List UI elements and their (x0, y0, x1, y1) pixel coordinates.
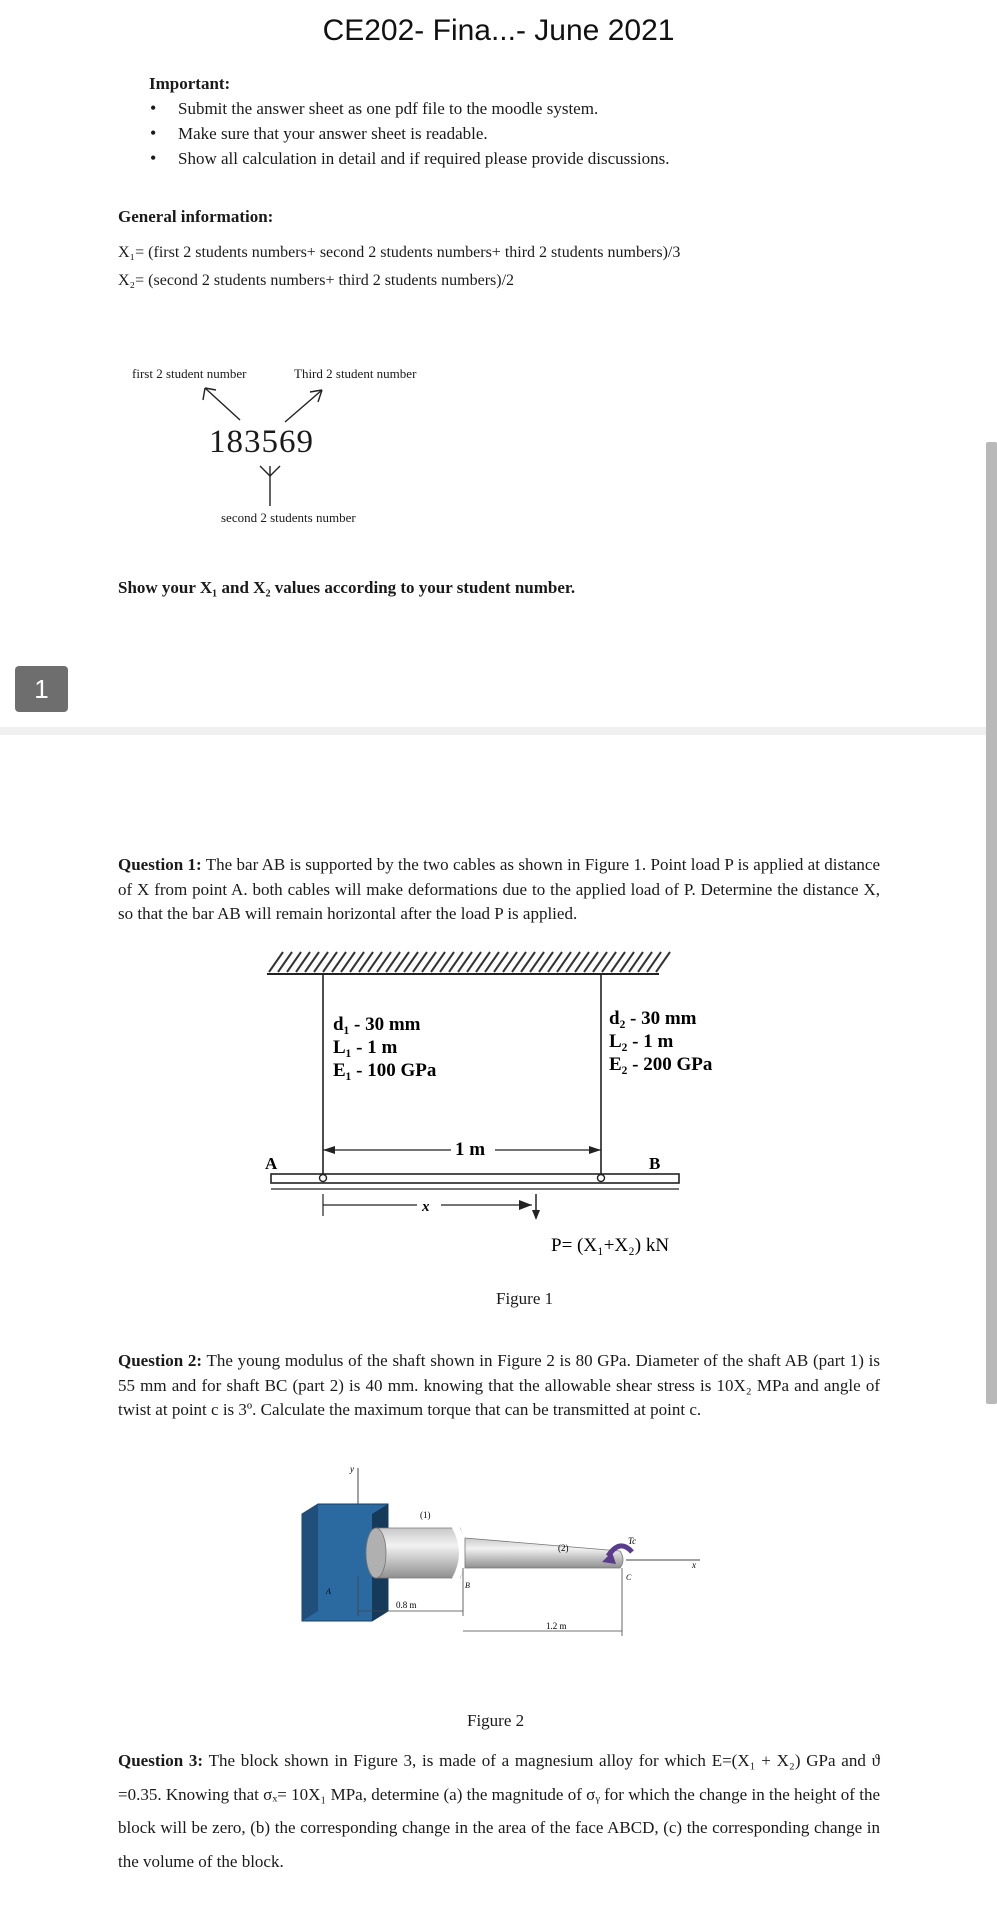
document-title: CE202- Fina...- June 2021 (322, 14, 675, 47)
list-item: • Submit the answer sheet as one pdf file to the moodle system. (150, 96, 669, 121)
figure-2 (290, 1456, 730, 1686)
x-axis-label: x (692, 1560, 696, 1570)
pdf-page-1 (0, 0, 997, 727)
cable2-l: L₂ - 1 m (609, 1031, 674, 1052)
cable1-d: d₁ - 30 mm (333, 1014, 421, 1035)
point-b-label: B (465, 1581, 470, 1590)
x-label: x (422, 1199, 430, 1215)
figure-1-caption: Figure 1 (496, 1289, 554, 1308)
x1-formula: X₁= (first 2 students numbers+ second 2 students numbers+ third 2 students numbers)/3 (118, 244, 681, 261)
part1-label: (1) (420, 1510, 431, 1520)
x2-formula: X₂= (second 2 students numbers+ third 2 students numbers)/2 (118, 272, 515, 289)
important-list (150, 96, 669, 171)
point-a: A (265, 1154, 278, 1173)
cable1-e: E₁ - 100 GPa (333, 1060, 437, 1081)
q3-label: Question 3: (118, 1751, 204, 1770)
question-1 (118, 853, 880, 927)
label-second: second 2 students number (221, 510, 356, 525)
label-third: Third 2 student number (294, 366, 417, 381)
point-c-label: C (626, 1573, 632, 1582)
figure-2-caption: Figure 2 (467, 1711, 525, 1730)
ceiling-hatch (267, 952, 670, 974)
general-heading: General information: (118, 207, 274, 226)
point-b: B (649, 1154, 661, 1173)
student-number: 183569 (209, 424, 314, 460)
question-3 (118, 1744, 880, 1878)
q1-text: The bar AB is supported by the two cables as shown in Figure 1. Point load P is applied at distance of X from point A. both cables will make deformations due to the applied load of P. Determine the distance X, so that the bar AB will remain horizontal after the load P is applied. (118, 855, 880, 923)
scrollbar[interactable] (986, 442, 997, 1404)
page-separator (0, 727, 997, 735)
cable1-l: L₁ - 1 m (333, 1037, 398, 1058)
list-item: • Show all calculation in detail and if required please provide discussions. (150, 146, 669, 171)
cable2-e: E₂ - 200 GPa (609, 1054, 713, 1075)
load-label: P= (X₁+X₂) kN (551, 1235, 670, 1256)
shaft-part-1 (376, 1528, 465, 1578)
important-heading: Important: (149, 74, 231, 93)
part2-label: (2) (558, 1543, 569, 1553)
q3-text: The block shown in Figure 3, is made of a magnesium alloy for which E=(X₁ + X₂) GPa and ϑ =0.35. Knowing that σₓ= 10X₁ MPa, determine (a) the magnitude of σᵧ for which the change in the height of the block will be zero, (b) the corresponding change in the area of the face ABCD, (c) the corresponding change in the volume of the block. (118, 1751, 880, 1871)
bar-ab (271, 1174, 679, 1183)
cable2-d: d₂ - 30 mm (609, 1008, 697, 1029)
q1-label: Question 1: (118, 855, 202, 874)
q2-text: The young modulus of the shaft shown in Figure 2 is 80 GPa. Diameter of the shaft AB (part 1) is 55 mm and for shaft BC (part 2) is 40 mm. knowing that the allowable shear stress is 10X₂ MPa and angle of twist at point c is 3º. Calculate the maximum torque that can be transmitted at point c. (118, 1351, 880, 1419)
point-a-label: A (326, 1587, 331, 1596)
shaft-part-2 (465, 1538, 623, 1568)
page-number-badge: 1 (15, 666, 68, 712)
y-axis-label: y (350, 1464, 354, 1474)
question-2 (118, 1349, 880, 1423)
q2-label: Question 2: (118, 1351, 203, 1370)
list-item: • Make sure that your answer sheet is readable. (150, 121, 669, 146)
length-1: 0.8 m (396, 1600, 417, 1610)
length-2: 1.2 m (546, 1621, 567, 1631)
torque-label: Tc (628, 1536, 637, 1546)
label-first: first 2 student number (132, 366, 247, 381)
span-label: 1 m (455, 1139, 486, 1160)
show-values-instruction: Show your X₁ and X₂ values according to your student number. (118, 578, 576, 597)
figure-1 (255, 944, 725, 1264)
